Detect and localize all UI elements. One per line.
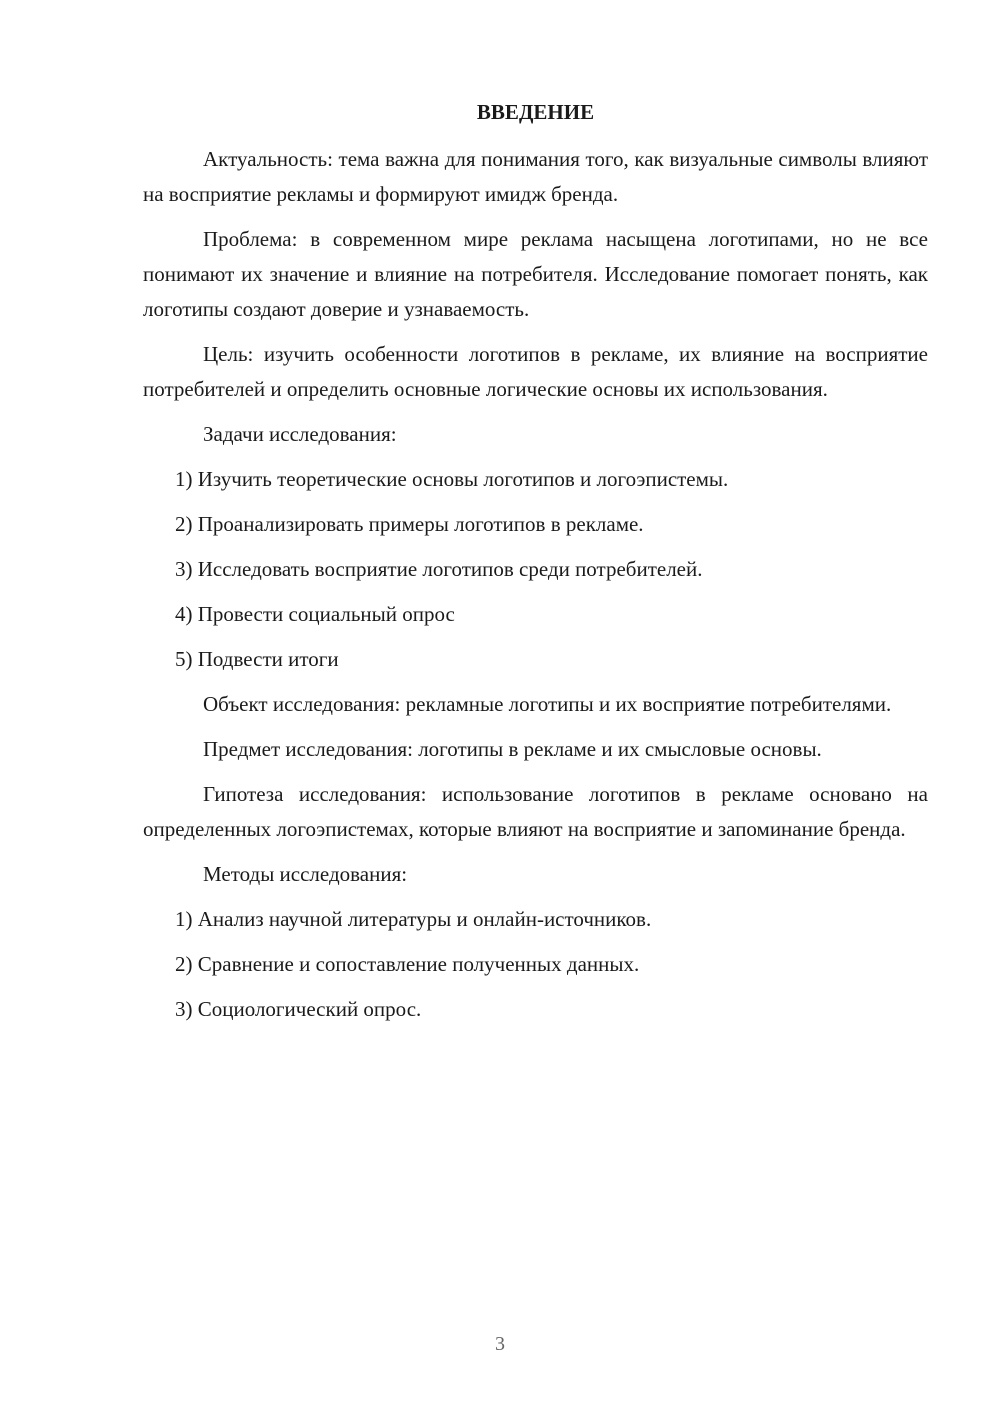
method-item: 1) Анализ научной литературы и онлайн-источников. (175, 907, 652, 931)
page-number: 3 (495, 1333, 505, 1355)
method-item: 3) Социологический опрос. (175, 997, 422, 1021)
paragraph-relevance: Актуальность: тема важна для понимания того, как визуальные символы влияют на восприятие рекламы и формируют имидж бренда. (143, 147, 928, 206)
section-title: ВВЕДЕНИЕ (476, 100, 595, 124)
methods-heading: Методы исследования: (203, 862, 408, 886)
paragraph-hypothesis: Гипотеза исследования: использование логотипов в рекламе основано на определенных логоэпистемах, которые влияют на восприятие и запоминание бренда. (143, 782, 928, 841)
document-page (143, 95, 928, 1037)
task-item: 3) Исследовать восприятие логотипов среди потребителей. (175, 557, 703, 581)
task-item: 1) Изучить теоретические основы логотипов и логоэпистемы. (175, 467, 729, 491)
method-item: 2) Сравнение и сопоставление полученных данных. (175, 952, 640, 976)
paragraph-goal: Цель: изучить особенности логотипов в рекламе, их влияние на восприятие потребителей и определить основные логические основы их использования. (143, 342, 928, 401)
task-item: 4) Провести социальный опрос (175, 602, 455, 626)
paragraph-subject: Предмет исследования: логотипы в рекламе и их смысловые основы. (203, 737, 822, 761)
paragraph-problem: Проблема: в современном мире реклама насыщена логотипами, но не все понимают их значение и влияние на потребителя. Исследование помогает понять, как логотипы создают доверие и узнаваемость. (143, 227, 928, 321)
tasks-list (143, 462, 928, 677)
task-item: 5) Подвести итоги (175, 647, 339, 671)
methods-list (143, 902, 928, 1027)
task-item: 2) Проанализировать примеры логотипов в рекламе. (175, 512, 644, 536)
paragraph-object: Объект исследования: рекламные логотипы и их восприятие потребителями. (203, 692, 892, 716)
tasks-heading: Задачи исследования: (203, 422, 397, 446)
